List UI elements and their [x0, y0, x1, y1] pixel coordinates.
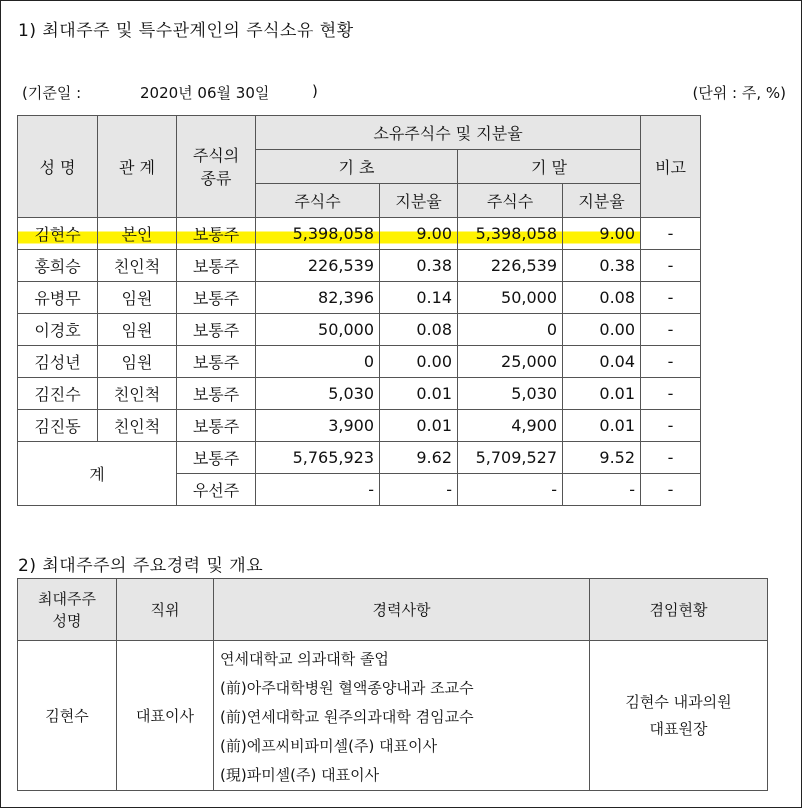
cell-relation: 친인척 [98, 410, 177, 442]
cell-type: 우선주 [177, 474, 256, 506]
cell-end-shares: 5,709,527 [458, 442, 563, 474]
header-end-ratio: 지분율 [563, 184, 641, 218]
cell-begin-shares: 50,000 [256, 314, 380, 346]
cell-relation: 임원 [98, 314, 177, 346]
header-name: 성 명 [18, 116, 98, 218]
cell-end-ratio: 9.00 [563, 218, 641, 250]
cell-begin-shares: 226,539 [256, 250, 380, 282]
cell-relation: 친인척 [98, 378, 177, 410]
cell-relation: 임원 [98, 346, 177, 378]
header-share-type: 주식의 종류 [177, 116, 256, 218]
career-line: 연세대학교 의과대학 졸업 [220, 650, 389, 668]
career-line: (前)에프씨비파미셀(주) 대표이사 [220, 737, 438, 755]
cell-note: - [641, 346, 701, 378]
career-line: (前)연세대학교 원주의과대학 겸임교수 [220, 708, 474, 726]
table-row [18, 378, 701, 410]
header-name-line2: 성명 [52, 611, 82, 630]
header-end: 기 말 [458, 150, 641, 184]
header-holdings: 소유주식수 및 지분율 [256, 116, 641, 150]
cell-type: 보통주 [177, 250, 256, 282]
table-row [18, 346, 701, 378]
cell-end-ratio: 0.01 [563, 410, 641, 442]
cell-note: - [641, 282, 701, 314]
cell-shareholder-name: 김현수 [18, 641, 117, 791]
cell-type: 보통주 [177, 346, 256, 378]
cell-relation: 친인척 [98, 250, 177, 282]
header-begin-ratio: 지분율 [380, 184, 458, 218]
cell-end-shares: 226,539 [458, 250, 563, 282]
cell-end-ratio: 0.04 [563, 346, 641, 378]
base-date-label: (기준일 : [22, 84, 82, 102]
total-label: 계 [18, 442, 177, 506]
cell-end-shares: 0 [458, 314, 563, 346]
header-end-shares: 주식수 [458, 184, 563, 218]
cell-begin-ratio: 0.08 [380, 314, 458, 346]
cell-type: 보통주 [177, 314, 256, 346]
cell-end-shares: - [458, 474, 563, 506]
cell-note: - [641, 250, 701, 282]
cell-begin-ratio: 0.38 [380, 250, 458, 282]
table-row [18, 250, 701, 282]
cell-note: - [641, 410, 701, 442]
cell-begin-ratio: - [380, 474, 458, 506]
table-row [18, 641, 768, 791]
section1-title: 1) 최대주주 및 특수관계인의 주식소유 현황 [18, 21, 354, 41]
section2-title: 2) 최대주주의 주요경력 및 개요 [18, 556, 264, 576]
cell-note: - [641, 314, 701, 346]
cell-name: 유병무 [18, 282, 98, 314]
cell-begin-shares: 5,030 [256, 378, 380, 410]
table-row [18, 218, 701, 250]
cell-note: - [641, 474, 701, 506]
cell-end-ratio: 0.01 [563, 378, 641, 410]
career-line: (現)파미셀(주) 대표이사 [220, 766, 380, 784]
cell-end-ratio: 0.08 [563, 282, 641, 314]
cell-begin-shares: 0 [256, 346, 380, 378]
cell-type: 보통주 [177, 442, 256, 474]
cell-type: 보통주 [177, 378, 256, 410]
header-begin: 기 초 [256, 150, 458, 184]
base-date-close: ) [312, 82, 318, 100]
cell-end-ratio: 0.00 [563, 314, 641, 346]
unit-label: (단위 : 주, %) [692, 84, 786, 102]
header-position: 직위 [117, 579, 214, 641]
cell-end-ratio: 9.52 [563, 442, 641, 474]
cell-name: 김진수 [18, 378, 98, 410]
cell-type: 보통주 [177, 282, 256, 314]
cell-begin-ratio: 9.62 [380, 442, 458, 474]
concurrent-line2: 대표원장 [649, 719, 708, 738]
cell-end-shares: 5,398,058 [458, 218, 563, 250]
table-row [18, 314, 701, 346]
concurrent-line1: 김현수 내과의원 [625, 692, 732, 711]
cell-begin-ratio: 0.01 [380, 378, 458, 410]
cell-begin-shares: 5,398,058 [256, 218, 380, 250]
cell-type: 보통주 [177, 218, 256, 250]
cell-end-ratio: 0.38 [563, 250, 641, 282]
cell-end-shares: 4,900 [458, 410, 563, 442]
cell-concurrent [590, 641, 768, 791]
cell-begin-shares: 3,900 [256, 410, 380, 442]
shareholding-table [17, 115, 701, 506]
cell-note: - [641, 442, 701, 474]
header-relation: 관 계 [98, 116, 177, 218]
cell-begin-ratio: 9.00 [380, 218, 458, 250]
total-row-common [18, 442, 701, 474]
cell-begin-ratio: 0.01 [380, 410, 458, 442]
cell-end-shares: 5,030 [458, 378, 563, 410]
cell-name: 김현수 [18, 218, 98, 250]
header-major-shareholder-name [18, 579, 117, 641]
cell-end-shares: 50,000 [458, 282, 563, 314]
cell-career [214, 641, 590, 791]
cell-position: 대표이사 [117, 641, 214, 791]
career-table [17, 578, 768, 791]
career-line: (前)아주대학병원 혈액종양내과 조교수 [220, 679, 474, 697]
cell-begin-shares: 82,396 [256, 282, 380, 314]
cell-end-ratio: - [563, 474, 641, 506]
cell-note: - [641, 218, 701, 250]
cell-note: - [641, 378, 701, 410]
table-row [18, 282, 701, 314]
cell-name: 김진동 [18, 410, 98, 442]
cell-name: 이경호 [18, 314, 98, 346]
cell-relation: 임원 [98, 282, 177, 314]
header-concurrent: 겸임현황 [590, 579, 768, 641]
header-career: 경력사항 [214, 579, 590, 641]
header-name-line1: 최대주주 [38, 589, 96, 608]
header-note: 비고 [641, 116, 701, 218]
cell-name: 김성년 [18, 346, 98, 378]
cell-type: 보통주 [177, 410, 256, 442]
header-begin-shares: 주식수 [256, 184, 380, 218]
cell-name: 홍희승 [18, 250, 98, 282]
base-date: 2020년 06월 30일 [140, 84, 270, 102]
cell-begin-shares: - [256, 474, 380, 506]
cell-relation: 본인 [98, 218, 177, 250]
table-row [18, 410, 701, 442]
cell-begin-ratio: 0.14 [380, 282, 458, 314]
cell-begin-ratio: 0.00 [380, 346, 458, 378]
cell-begin-shares: 5,765,923 [256, 442, 380, 474]
cell-end-shares: 25,000 [458, 346, 563, 378]
